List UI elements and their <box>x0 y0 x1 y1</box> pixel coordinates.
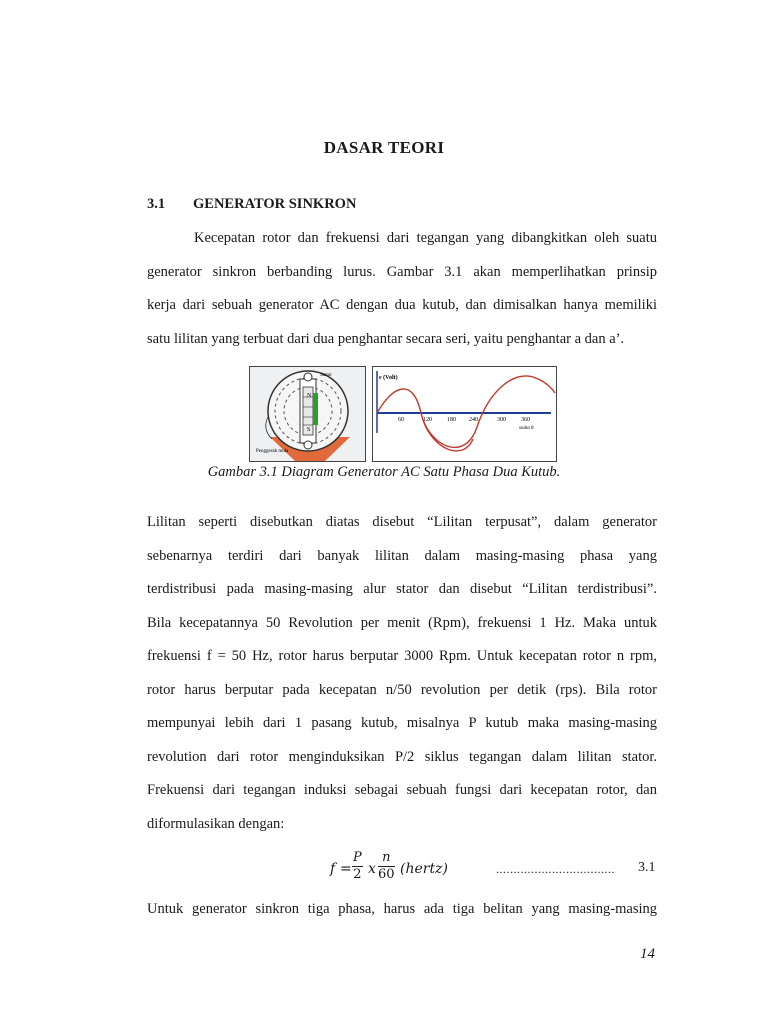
paragraph-line: generator sinkron berbanding lurus. Gambar 3.1 akan memperlihatkan prinsip <box>147 263 657 280</box>
fraction-denominator: 60 <box>378 867 395 882</box>
paragraph-line: kerja dari sebuah generator AC dengan dua kutub, dan dimisalkan hanya memiliki <box>147 297 657 313</box>
prime-mover-label: Penggerak mula <box>256 449 289 454</box>
section-number: 3.1 <box>147 196 166 212</box>
north-pole-label: N <box>307 393 312 399</box>
paragraph-line: rotor harus berputar pada kecepatan n/50 revolution per detik (rps). Bila rotor <box>147 681 657 698</box>
y-axis-label: e (Volt) <box>379 375 398 381</box>
formula-lhs: f <box>330 861 336 877</box>
voltage-waveform-chart <box>372 366 557 462</box>
paragraph-3 <box>147 893 657 927</box>
section-heading <box>147 196 356 213</box>
fraction-denominator: 2 <box>353 867 362 882</box>
x-axis-label: sudut θ <box>519 426 534 431</box>
page-number: 14 <box>640 946 655 962</box>
tick-label: 300 <box>497 417 506 423</box>
paragraph-line: mempunyai lebih dari 1 pasang kutub, misalnya P kutub maka masing-masing <box>147 715 657 731</box>
tick-label: 180 <box>447 417 456 423</box>
tick-label: 240 <box>469 417 478 423</box>
paragraph-line: Lilitan seperti disebutkan diatas disebut “Lilitan terpusat”, dalam generator <box>147 514 657 530</box>
south-pole-label: S <box>307 427 311 433</box>
paragraph-1 <box>147 222 657 356</box>
figure-3-1 <box>249 366 559 462</box>
tick-label: 120 <box>423 417 432 423</box>
fraction-n-over-60 <box>378 850 395 883</box>
paragraph-line: Frekuensi dari tegangan induksi sebagai sebuah fungsi dari kecepatan rotor, dan <box>147 782 657 798</box>
stator-label: Stator <box>320 373 332 378</box>
paragraph-2 <box>147 506 657 841</box>
paragraph-line: satu lilitan yang terbuat dari dua penghantar secara seri, yaitu penghantar a dan a’. <box>147 330 625 347</box>
paragraph-line: sebenarnya terdiri dari banyak lilitan dalam masing-masing phasa yang <box>147 547 657 564</box>
tick-label: 360 <box>521 417 530 423</box>
tick-label: 60 <box>398 417 404 423</box>
leader-dots: .................................. <box>496 862 615 876</box>
formula-unit: (hertz) <box>400 861 448 877</box>
section-title: GENERATOR SINKRON <box>193 196 357 212</box>
fraction-numerator: P <box>353 850 362 865</box>
paragraph-line: Kecepatan rotor dan frekuensi dari tegangan yang dibangkitkan oleh suatu <box>194 230 657 246</box>
formula-equals: = <box>340 861 352 877</box>
equation-number: 3.1 <box>638 860 656 875</box>
generator-diagram <box>249 366 366 462</box>
paragraph-line: diformulasikan dengan: <box>147 815 285 832</box>
paragraph-line: terdistribusi pada masing-masing alur stator dan disebut “Lilitan terdistribusi”. <box>147 581 657 597</box>
figure-caption: Gambar 3.1 Diagram Generator AC Satu Phasa Dua Kutub. <box>207 464 561 480</box>
fraction-numerator: n <box>378 850 395 867</box>
paragraph-line: Untuk generator sinkron tiga phasa, harus ada tiga belitan yang masing-masing <box>147 901 657 917</box>
paragraph-line: Bila kecepatannya 50 Revolution per menit (Rpm), frekuensi 1 Hz. Maka untuk <box>147 614 657 631</box>
paragraph-line: revolution dari rotor menginduksikan P/2 siklus tegangan dalam lilitan stator. <box>147 748 657 765</box>
page-title: DASAR TEORI <box>323 138 445 157</box>
paragraph-line: frekuensi f = 50 Hz, rotor harus berputar 3000 Rpm. Untuk kecepatan rotor n rpm, <box>147 648 657 664</box>
fraction-p-over-2 <box>352 850 363 883</box>
formula-times: x <box>368 861 376 877</box>
